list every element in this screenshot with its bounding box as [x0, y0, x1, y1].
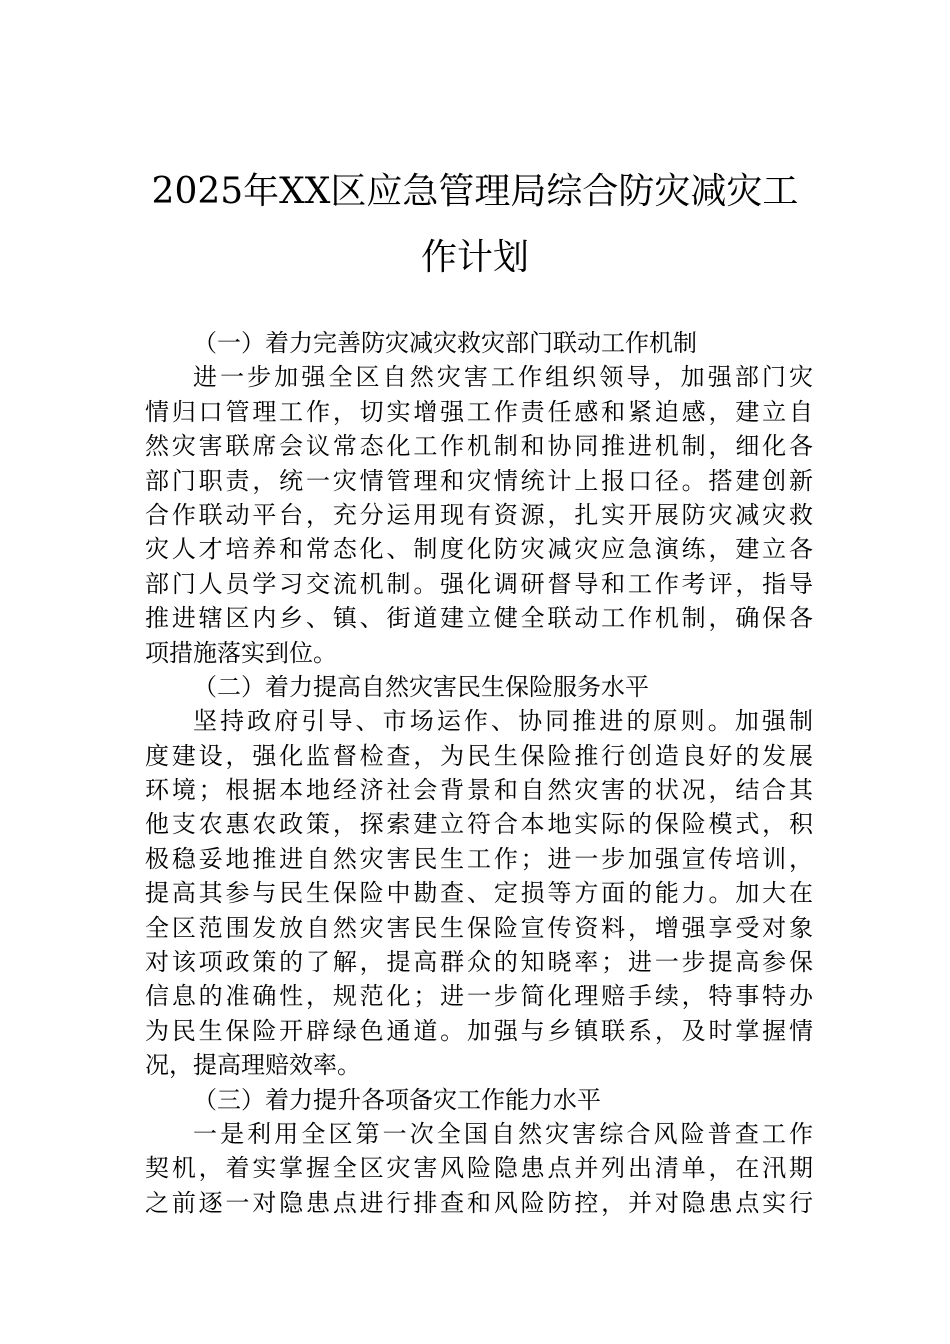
paragraph-line: 推进辖区内乡、镇、街道建立健全联动工作机制，确保各 [145, 604, 813, 633]
paragraph-line: 进一步加强全区自然灾害工作组织领导，加强部门灾 [193, 363, 813, 392]
paragraph-line: 坚持政府引导、市场运作、协同推进的原则。加强制 [193, 707, 813, 736]
paragraph-line: 合作联动平台，充分运用现有资源，扎实开展防灾减灾救 [145, 500, 813, 529]
paragraph-line: 为民生保险开辟绿色通道。加强与乡镇联系，及时掌握情 [145, 1016, 813, 1045]
paragraph-line: 一是利用全区第一次全国自然灾害综合风险普查工作 [193, 1119, 813, 1148]
paragraph-line: 部门人员学习交流机制。强化调研督导和工作考评，指导 [145, 569, 813, 598]
paragraph-line: 度建设，强化监督检查，为民生保险推行创造良好的发展 [145, 741, 813, 770]
paragraph-line: 之前逐一对隐患点进行排查和风险防控，并对隐患点实行 [145, 1188, 813, 1217]
section-heading-2: （二）着力提高自然灾害民生保险服务水平 [193, 672, 649, 701]
paragraph-line: 况，提高理赔效率。 [145, 1051, 361, 1080]
document-body [145, 326, 813, 1220]
paragraph-line: 部门职责，统一灾情管理和灾情统计上报口径。搭建创新 [145, 466, 813, 495]
document-title-line-2: 作计划 [420, 237, 529, 278]
paragraph-line: 契机，着实掌握全区灾害风险隐患点并列出清单，在汛期 [145, 1154, 813, 1183]
document-title-line-1: 2025年XX区应急管理局综合防灾减灾工 [151, 171, 799, 212]
paragraph-line: 然灾害联席会议常态化工作机制和协同推进机制，细化各 [145, 432, 813, 461]
paragraph-line: 情归口管理工作，切实增强工作责任感和紧迫感，建立自 [145, 397, 813, 426]
paragraph-line: 环境；根据本地经济社会背景和自然灾害的状况，结合其 [145, 776, 813, 805]
section-heading-3: （三）着力提升各项备灾工作能力水平 [193, 1085, 601, 1114]
paragraph-line: 信息的准确性，规范化；进一步简化理赔手续，特事特办 [145, 982, 813, 1011]
paragraph-line: 他支农惠农政策，探索建立符合本地实际的保险模式，积 [145, 810, 813, 839]
paragraph-line: 对该项政策的了解，提高群众的知晓率；进一步提高参保 [145, 948, 813, 977]
paragraph-line: 极稳妥地推进自然灾害民生工作；进一步加强宣传培训， [145, 844, 813, 873]
paragraph-line: 全区范围发放自然灾害民生保险宣传资料，增强享受对象 [145, 913, 813, 942]
paragraph-line: 项措施落实到位。 [145, 638, 337, 667]
paragraph-line: 提高其参与民生保险中勘查、定损等方面的能力。加大在 [145, 879, 813, 908]
paragraph-line: 灾人才培养和常态化、制度化防灾减灾应急演练，建立各 [145, 535, 813, 564]
section-heading-1: （一）着力完善防灾减灾救灾部门联动工作机制 [193, 329, 697, 357]
